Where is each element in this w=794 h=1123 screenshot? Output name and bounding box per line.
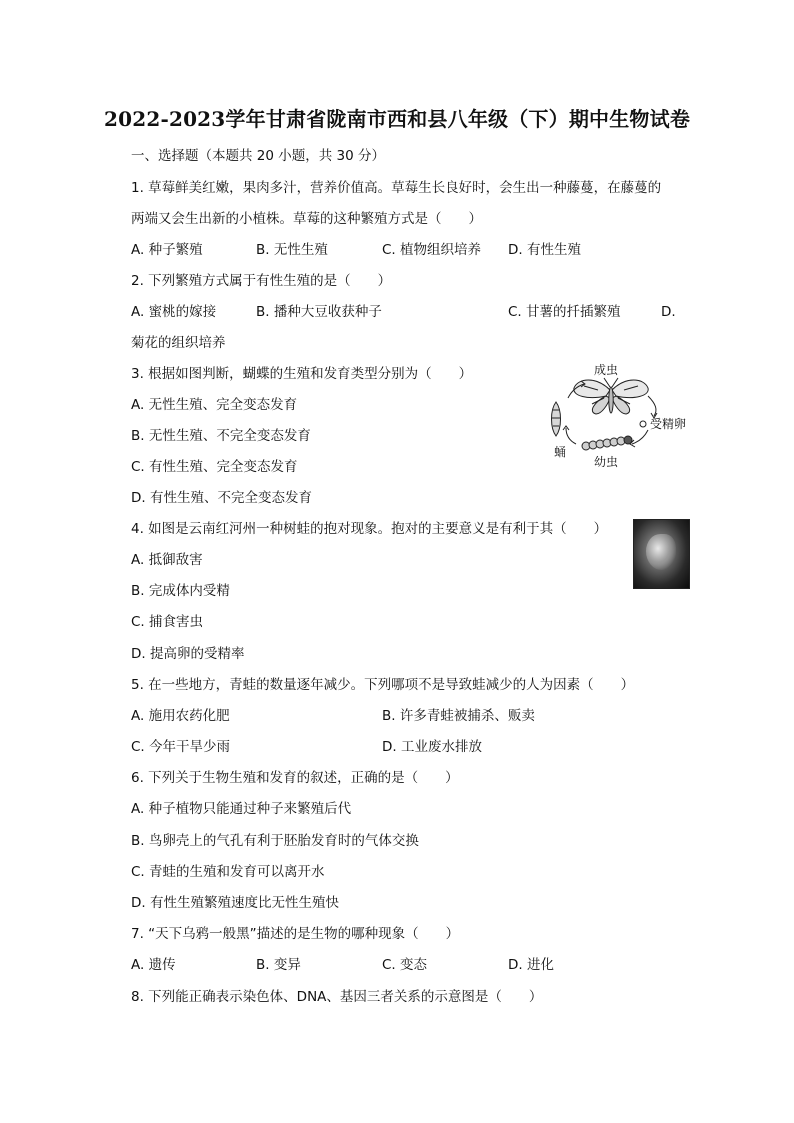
question-4-option-c: C. 捕食害虫 bbox=[131, 614, 204, 630]
question-7-option-b: B. 变异 bbox=[256, 957, 301, 973]
question-1-stem-line1: 1. 草莓鲜美红嫩，果肉多汁，营养价值高。草莓生长良好时，会生出一种藤蔓，在藤蔓的 bbox=[131, 180, 662, 196]
question-3-stem: 3. 根据如图判断，蝴蝶的生殖和发育类型分别为（ ） bbox=[131, 366, 473, 382]
question-3-option-b: B. 无性生殖、不完全变态发育 bbox=[131, 428, 311, 444]
page-title: 2022-2023学年甘肃省陇南市西和县八年级（下）期中生物试卷 bbox=[103, 107, 691, 131]
question-7-option-d: D. 进化 bbox=[508, 957, 554, 973]
question-5-option-c: C. 今年干旱少雨 bbox=[131, 739, 231, 755]
question-2-option-d-continued: 菊花的组织培养 bbox=[131, 335, 226, 351]
question-3-option-c: C. 有性生殖、完全变态发育 bbox=[131, 459, 298, 475]
question-5-option-a: A. 施用农药化肥 bbox=[131, 708, 230, 724]
question-1-stem-line2: 两端又会生出新的小植株。草莓的这种繁殖方式是（ ） bbox=[131, 211, 482, 227]
question-2-option-b: B. 播种大豆收获种子 bbox=[256, 304, 382, 320]
section-heading: 一、选择题（本题共 20 小题，共 30 分） bbox=[131, 148, 386, 164]
question-2-option-c: C. 甘薯的扦插繁殖 bbox=[508, 304, 621, 320]
question-3-option-d: D. 有性生殖、不完全变态发育 bbox=[131, 490, 312, 506]
question-2-option-a: A. 蜜桃的嫁接 bbox=[131, 304, 217, 320]
question-7-option-c: C. 变态 bbox=[382, 957, 428, 973]
question-4-option-d: D. 提高卵的受精率 bbox=[131, 646, 245, 662]
question-6-option-a: A. 种子植物只能通过种子来繁殖后代 bbox=[131, 801, 352, 817]
larva-drawing bbox=[582, 436, 632, 450]
question-7-option-a: A. 遗传 bbox=[131, 957, 176, 973]
question-2-stem: 2. 下列繁殖方式属于有性生殖的是（ ） bbox=[131, 273, 392, 289]
question-1-option-b: B. 无性生殖 bbox=[256, 242, 328, 258]
question-3-option-a: A. 无性生殖、完全变态发育 bbox=[131, 397, 298, 413]
tree-frog-amplexus-photo bbox=[633, 519, 690, 589]
question-4-stem: 4. 如图是云南红河州一种树蛙的抱对现象。抱对的主要意义是有利于其（ ） bbox=[131, 521, 608, 537]
question-6-option-d: D. 有性生殖繁殖速度比无性生殖快 bbox=[131, 895, 339, 911]
question-1-option-a: A. 种子繁殖 bbox=[131, 242, 203, 258]
fertilized-egg-drawing bbox=[640, 421, 646, 427]
pupa-drawing bbox=[552, 402, 561, 436]
figure-label-adult: 成虫 bbox=[594, 363, 619, 377]
question-4-option-b: B. 完成体内受精 bbox=[131, 583, 230, 599]
butterfly-life-cycle-figure bbox=[548, 358, 698, 470]
question-1-option-d: D. 有性生殖 bbox=[508, 242, 581, 258]
question-8-stem: 8. 下列能正确表示染色体、DNA、基因三者关系的示意图是（ ） bbox=[131, 989, 543, 1005]
question-2-option-d: D. bbox=[661, 304, 676, 320]
question-4-option-a: A. 抵御敌害 bbox=[131, 552, 203, 568]
question-7-stem: 7. “天下乌鸦一般黑”描述的是生物的哪种现象（ ） bbox=[131, 926, 460, 942]
figure-label-pupa: 蛹 bbox=[554, 445, 567, 459]
question-6-stem: 6. 下列关于生物生殖和发育的叙述，正确的是（ ） bbox=[131, 770, 459, 786]
question-1-option-c: C. 植物组织培养 bbox=[382, 242, 482, 258]
question-6-option-c: C. 青蛙的生殖和发育可以离开水 bbox=[131, 864, 325, 880]
figure-label-larva: 幼虫 bbox=[594, 455, 619, 469]
question-6-option-b: B. 鸟卵壳上的气孔有利于胚胎发育时的气体交换 bbox=[131, 833, 419, 849]
question-5-option-d: D. 工业废水排放 bbox=[382, 739, 482, 755]
question-5-option-b: B. 许多青蛙被捕杀、贩卖 bbox=[382, 708, 535, 724]
question-5-stem: 5. 在一些地方，青蛙的数量逐年减少。下列哪项不是导致蛙减少的人为因素（ ） bbox=[131, 677, 635, 693]
figure-label-egg: 受精卵 bbox=[650, 417, 687, 431]
